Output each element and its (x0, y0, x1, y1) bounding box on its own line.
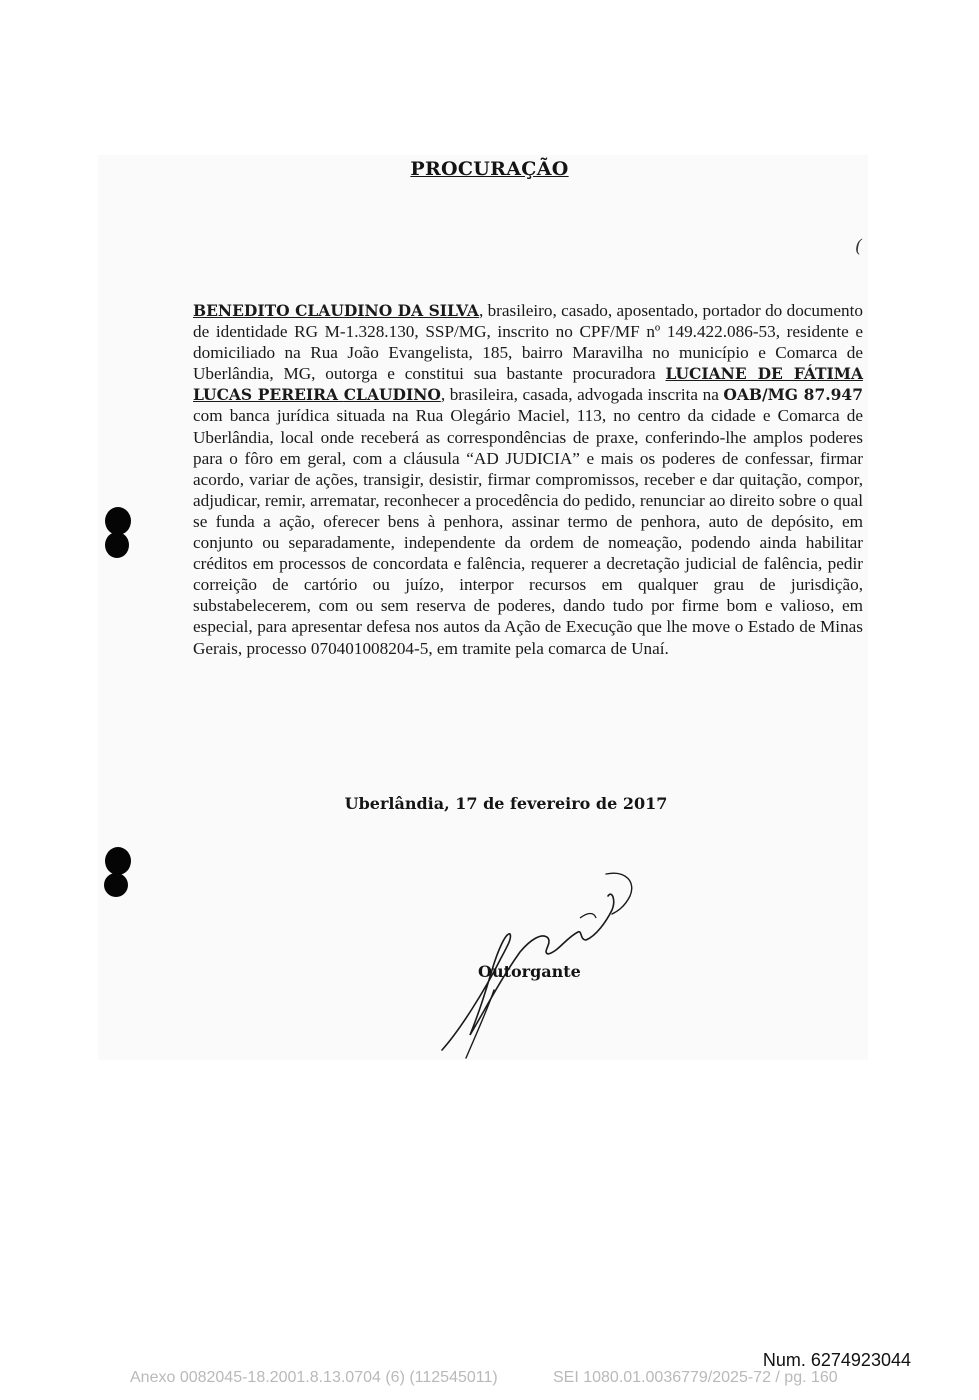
sei-reference: SEI 1080.01.0036779/2025-72 / pg. 160 (553, 1369, 838, 1386)
body-text-2: , brasileira, casada, advogada inscrita na (440, 385, 724, 405)
document-title: PROCURAÇÃO (410, 158, 569, 180)
body-text-1: , brasileiro, casado, aposentado, portador do documento de identidade RG M-1.328.130, SSP/MG, inscrito no CPF/MF nº 149.422.086-53, residente e domiciliado na Rua João Evangelista, 185, bairro Maravilha no município e Comarca de Uberlândia, MG, outorga e constitui sua bastante procuradora (193, 301, 863, 384)
punch-hole-marks-lower (100, 845, 134, 905)
annex-reference: Anexo 0082045-18.2001.8.13.0704 (6) (112545011) (130, 1369, 498, 1386)
document-number: Num. 6274923044 (762, 1350, 911, 1370)
place-date: Uberlândia, 17 de fevereiro de 2017 (344, 794, 668, 813)
grantor-name: BENEDITO CLAUDINO DA SILVA (193, 301, 479, 320)
body-text-3: com banca jurídica situada na Rua Olegário Maciel, 113, no centro da cidade e Comarca de Uberlândia, local onde receberá as correspondências de praxe, conferindo-lhe amplos poderes para o fôro em geral, com a cláusula “AD JUDICIA” e mais os poderes de confessar, firmar acordo, variar de ações, transigir, desistir, firmar compromissos, receber e dar quitação, compor, adjudicar, remir, arrematar, reconhecer a procedência do pedido, renunciar ao direito sobre o qual se funda a ação, oferecer bens à penhora, assinar termo de penhora, auto de depósito, em conjunto ou separadamente, independente da ordem de nomeação, podendo ainda habilitar créditos em processos de concordata e falência, requerer a decretação judicial de falência, pedir correição de cartório ou juízo, interpor recursos em qualquer grau de jurisdição, substabelecerem, com ou sem reserva de poderes, dando tudo por firme bom e valioso, em especial, para apresentar defesa nos autos da Ação de Execução que lhe move o Estado de Minas Gerais, processo 070401008204-5, em tramite pela comarca de Unaí. (193, 406, 863, 658)
document-body (193, 300, 863, 659)
punch-hole-marks-upper (100, 505, 134, 565)
signer-label: Outorgante (478, 962, 581, 981)
attorney-name-2: CLAUDINO (343, 385, 441, 405)
corner-mark: ( (855, 236, 863, 257)
oab-number: OAB/MG 87.947 (723, 385, 863, 405)
attorney-name-1: LUCIANE DE FÁTIMA LUCAS PEREIRA (193, 364, 863, 405)
